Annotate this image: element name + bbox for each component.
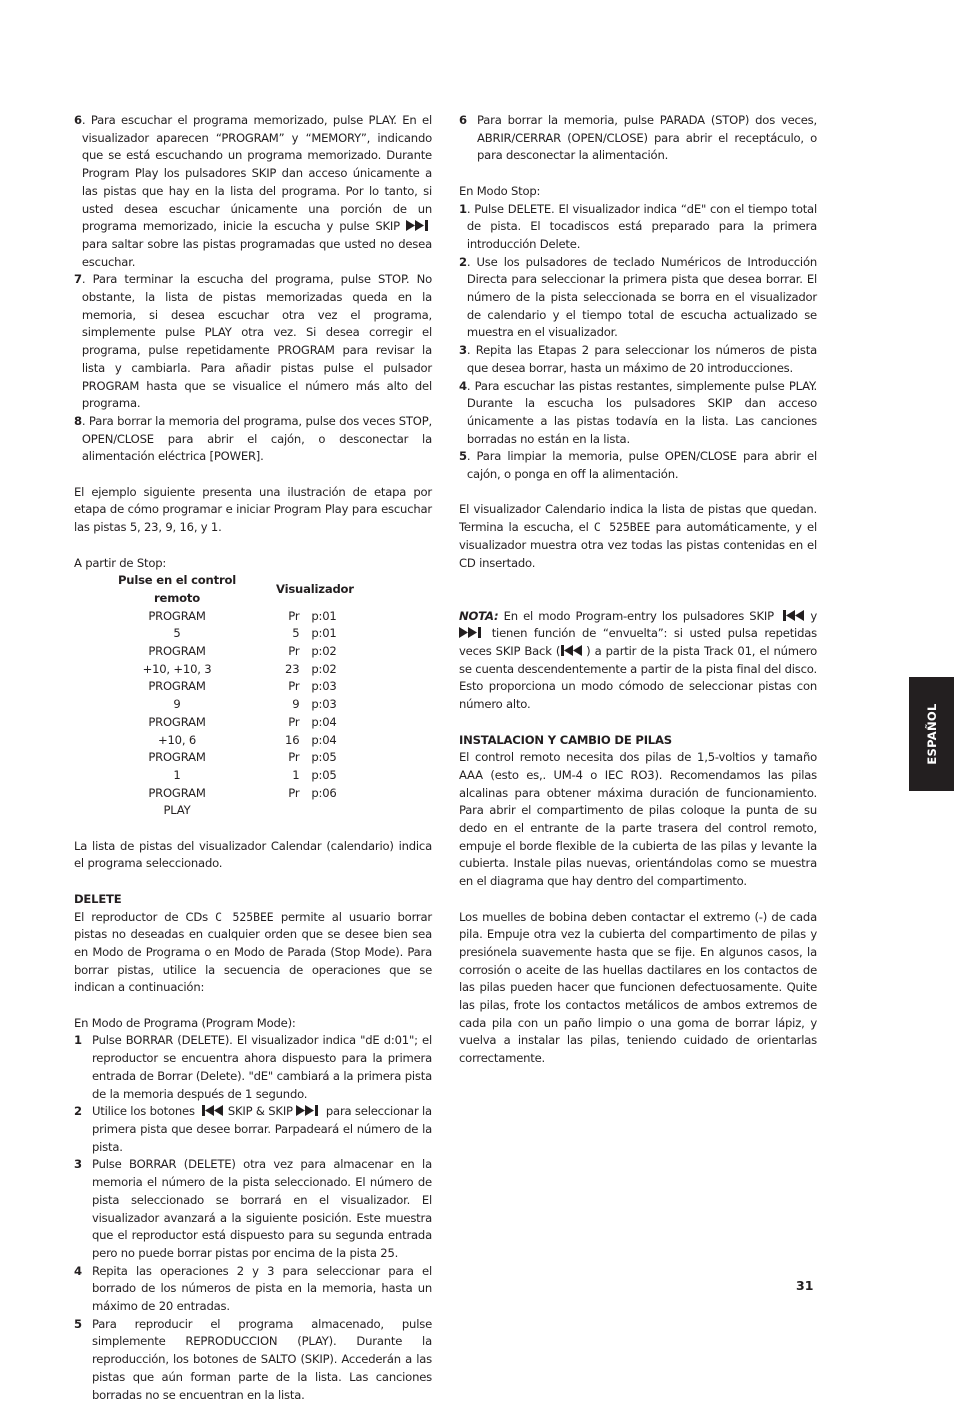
- item-number: 6: [74, 113, 82, 127]
- item-text: Pulse BORRAR (DELETE) otra vez para almacenar en la memoria el número de la pista seleccionado. El número de pista seleccionado se borrará en el visualizador. El visualizador avanzará a la siguiente posición. Este muestra que el reproductor está dispuesto para su segunda entrada pero no puede borrar pistas por encima de la pista 25.: [92, 1157, 432, 1260]
- item-number: 5: [74, 1316, 82, 1331]
- item-number: 2: [459, 254, 467, 269]
- right-column: [459, 112, 817, 1068]
- table-cell-key: 1: [173, 767, 181, 782]
- language-tab: [909, 677, 954, 791]
- left-column: [74, 112, 432, 1404]
- item-number: 5: [459, 449, 467, 464]
- table-cell-display-b: p:04: [311, 732, 337, 747]
- table-cell-display-a: 16: [285, 732, 300, 747]
- item-text: Para borrar la memoria, pulse PARADA (STOP) dos veces, ABRIR/CERRAR (OPEN/CLOSE) para abrir el receptáculo, o para desconectar la alimentación.: [477, 113, 817, 163]
- table-header: [102, 572, 354, 607]
- item-text: [92, 1103, 432, 1156]
- table-cell-display-a: Pr: [288, 644, 300, 659]
- skip-back-icon: [198, 1105, 224, 1116]
- table-cell-display-a: Pr: [288, 608, 300, 623]
- item-number: 8: [74, 413, 82, 428]
- item-number: 3: [459, 343, 467, 358]
- delete-intro-b: permite al usuario borrar pistas no deseadas en cualquier orden que se desee bien sea en Modo de Programa o en Modo de Parada (Stop Mode). Para borrar pistas, utilice la secuencia de operaciones que se indican a continuación:: [74, 909, 432, 995]
- table-cell-display-b: p:03: [311, 697, 337, 712]
- table-cell-display-a: Pr: [288, 785, 300, 800]
- table-row: [102, 767, 354, 785]
- table-row: [102, 714, 354, 732]
- calendar-note: La lista de pistas del visualizador Calendar (calendario) indica el programa seleccionado.: [74, 838, 432, 871]
- item-text: Para reproducir el programa almacenado, pulse simplemente REPRODUCCION (PLAY). Durante la reproducción, los botones de SALTO (SKIP). Accederán a las pistas que aún forman parte de la lista. Las canciones borradas no se encuentran en la lista.: [92, 1316, 432, 1402]
- table-cell-display-b: [311, 802, 353, 820]
- table-cell-display-b: p:01: [311, 626, 337, 641]
- item-text: Pulse BORRAR (DELETE). El visualizador indica "dE d:01"; el reproductor se encuentra ahora dispuesto para la primera entrada de Borrar (Delete). "dE" cambiará a la primera pista de la memoria después de 1 segundo.: [92, 1033, 432, 1101]
- item-text: [82, 112, 432, 271]
- table-cell-display-b: p:02: [311, 644, 337, 659]
- table-row: [102, 732, 354, 750]
- item-text: . Para escuchar las pistas restantes, simplemente pulse PLAY. Durante la escucha los pulsadores SKIP dan acceso únicamente a las pistas todavía en la lista. Las canciones borradas no están en la lista.: [466, 378, 817, 446]
- table-cell-key: PROGRAM: [148, 608, 206, 623]
- table-cell-display-a: Pr: [288, 714, 300, 729]
- table-cell-display-b: p:02: [311, 661, 337, 676]
- battery-heading: INSTALACION Y CAMBIO DE PILAS: [459, 732, 672, 747]
- nota-and: y: [810, 608, 817, 623]
- item-number: 1: [459, 201, 467, 216]
- list-item: [74, 1316, 432, 1404]
- list-item: [459, 448, 817, 483]
- item-number: 4: [459, 378, 467, 393]
- table-cell-key: 9: [173, 697, 181, 712]
- table-row: [102, 678, 354, 696]
- list-item: [459, 201, 817, 254]
- battery-paragraph-2: Los muelles de bobina deben contactar el extremo (-) de cada pila. Empuje otra vez la cubierta del compartimento de pilas y presiónela suavemente hasta que se fije. En algunos casos, la corrosión o aceite de las huellas dactilares en los contactos de las pilas pueden hacer que funcionen defectuosamente. Quite las pilas, frote los contactos metálicos de ambos extremos de cada pila con un paño limpio o una goma de borrar lápiz, y vuelva a instalar las pilas, teniendo cuidado de orientarlas correctamente.: [459, 909, 817, 1066]
- delete-heading: DELETE: [74, 891, 122, 906]
- item-text: . Pulse DELETE. El visualizador indica “dE" con el tiempo total de pista. El tocadiscos está preparado para la primera introducción Delete.: [466, 201, 817, 251]
- table-cell-key: PLAY: [163, 803, 191, 818]
- nota-label: NOTA:: [459, 608, 499, 623]
- table-cell-display-b: p:06: [311, 785, 337, 800]
- table-row: [102, 696, 354, 714]
- nota-text-c: ) a partir de la pista Track 01, el número se cuenta descendentemente a partir de la pista final del disco. Esto proporciona un modo cómodo de seleccionar pistas con número alto.: [459, 644, 817, 712]
- item-number: 7: [74, 272, 82, 287]
- table-cell-display-a: Pr: [288, 679, 300, 694]
- item-text-b: para seleccionar la primera pista que desee borrar. Parpadeará el número de la pista.: [92, 1104, 432, 1154]
- list-item: [74, 413, 432, 466]
- item-text-a: Utilice los botones: [92, 1104, 195, 1119]
- table-cell-key: 5: [173, 626, 181, 641]
- page-number: 31: [796, 1278, 814, 1293]
- list-item: [459, 342, 817, 377]
- table-cell-display-a: 9: [292, 697, 300, 712]
- list-item: [74, 1103, 432, 1156]
- table-row: [102, 802, 354, 820]
- skip-back-icon: [779, 610, 805, 621]
- delete-intro: [74, 909, 432, 998]
- skip-back-icon: [560, 645, 586, 656]
- item-text: . Para terminar la escucha del programa, pulse STOP. No obstante, la lista de pistas memorizadas queda en la memoria, si desea escuchar otra vez el programa, simplemente pulse PLAY otra vez. Si desea corregir el programa, pulse repetidamente PROGRAM para revisar la lista y cambiarla. Para añadir pistas pulse el pulsador PROGRAM hasta que se visualice el número más alto del programa.: [81, 272, 432, 411]
- table-cell-key: +10, +10, 3: [142, 661, 212, 676]
- program-mode-label: En Modo de Programa (Program Mode):: [74, 1015, 296, 1030]
- calendar-text-a: El visualizador Calendario indica la lista de pistas que quedan. Termina la escucha, el: [459, 502, 817, 535]
- nota-text-a: En el modo Program-entry los pulsadores SKIP: [503, 608, 774, 623]
- table-cell-display-a: 23: [285, 661, 300, 676]
- nota-text-b: tienen función de “envuelta”: si usted pulsa repetidas veces SKIP Back (: [459, 626, 817, 659]
- item-text-b: para saltar sobre las pistas programadas que usted no desea escuchar.: [81, 236, 432, 269]
- list-item: [459, 112, 817, 165]
- list-item: [459, 378, 817, 449]
- table-cell-key: +10, 6: [157, 732, 196, 747]
- header-display: Visualizador: [276, 582, 354, 597]
- from-stop-label: A partir de Stop:: [74, 555, 167, 570]
- list-item: [74, 1156, 432, 1262]
- program-example-table: [102, 572, 354, 820]
- battery-paragraph-1: El control remoto necesita dos pilas de 1,5-voltios y tamaño AAA (esto es,. UM-4 o IEC RO3). Recomendamos las pilas alcalinas para obtener máxima duración de funcionamiento. Para abrir el compartimento de pilas coloque la punta de su dedo en el entrante de la parte trasera del control remoto, empuje el borde flexible de la cubierta de las pilas y levante la cubierta. Instale pilas nuevas, orientándolas como se muestra en el diagrama que hay dentro del compartimento.: [459, 750, 817, 889]
- table-cell-display-a: 1: [292, 767, 300, 782]
- calendar-paragraph: [459, 501, 817, 572]
- table-row: [102, 785, 354, 803]
- item-number: 4: [74, 1263, 82, 1278]
- item-text-mid: SKIP & SKIP: [227, 1104, 293, 1119]
- table-cell-display-b: p:04: [311, 714, 337, 729]
- table-cell-display-b: p:05: [311, 767, 337, 782]
- list-item: [74, 1263, 432, 1316]
- language-tab-label: ESPAÑOL: [924, 703, 939, 765]
- example-intro: El ejemplo siguiente presenta una ilustración de etapa por etapa de cómo programar e iniciar Program Play para escuchar las pistas 5, 23, 9, 16, y 1.: [74, 484, 432, 535]
- table-row: [102, 661, 354, 679]
- table-cell-display-b: p:05: [311, 750, 337, 765]
- table-row: [102, 625, 354, 643]
- table-cell-display-a: Pr: [288, 750, 300, 765]
- item-number: 6: [459, 113, 467, 127]
- item-text-a: . Para escuchar el programa memorizado, pulse PLAY. En el visualizador aparecen “PROGRAM” y “MEMORY”, indicando que se está escuchando un programa memorizado. Durante Program Play los pulsadores SKIP dan acceso únicamente a las pistas que hay en la lista del programa. Por lo tanto, si usted desea escuchar únicamente una porción de un programa memorizado, inicie la escucha y pulse SKIP: [81, 113, 432, 234]
- model-name: C 525BEE: [215, 909, 274, 924]
- item-text: . Use los pulsadores de teclado Numéricos de Introducción Directa para seleccionar la primera pista que desea borrar. El número de la pista seleccionada se borra en el visualizador de calendario y el tiempo total de escucha actualizado se muestra en el visualizador.: [466, 254, 817, 340]
- table-row: [102, 749, 354, 767]
- table-cell-display-b: p:03: [311, 679, 337, 694]
- item-text: . Para borrar la memoria del programa, pulse dos veces STOP, OPEN/CLOSE para abrir el cajón, o desconectar la alimentación eléctrica [POWER].: [81, 413, 432, 464]
- table-row: [102, 608, 354, 626]
- table-cell-display-a: [252, 802, 311, 820]
- header-key: Pulse en el control remoto: [117, 573, 237, 605]
- calendar-text-b: para automáticamente, y el visualizador muestra otra vez todas las pistas contenidas en el CD insertado.: [459, 520, 817, 570]
- item-text: . Para limpiar la memoria, pulse OPEN/CLOSE para abrir el cajón, o ponga en off la alimentación.: [466, 449, 817, 482]
- item-text: Repita las operaciones 2 y 3 para seleccionar para el borrado de los números de pista en la memoria, hasta un máximo de 20 entradas.: [92, 1263, 432, 1314]
- table-cell-key: PROGRAM: [148, 714, 206, 729]
- item-number: 2: [74, 1104, 82, 1119]
- table-cell-display-a: 5: [292, 626, 300, 641]
- item-number: 3: [74, 1157, 82, 1172]
- nota-paragraph: [459, 608, 817, 714]
- list-item: [459, 254, 817, 343]
- table-row: [102, 643, 354, 661]
- table-cell-key: PROGRAM: [148, 750, 206, 765]
- skip-forward-icon: [406, 220, 432, 231]
- table-cell-key: PROGRAM: [148, 644, 206, 659]
- stop-mode-label: En Modo Stop:: [459, 183, 541, 198]
- skip-forward-icon: [296, 1105, 322, 1116]
- list-item: [74, 1032, 432, 1103]
- model-name: C 525BEE: [593, 520, 651, 535]
- table-cell-key: PROGRAM: [148, 785, 206, 800]
- table-cell-display-b: p:01: [311, 608, 337, 623]
- item-text: . Repita las Etapas 2 para seleccionar los números de pista que desea borrar, hasta un máximo de 20 introducciones.: [466, 343, 817, 375]
- skip-forward-icon: [459, 627, 485, 638]
- table-cell-key: PROGRAM: [148, 679, 206, 694]
- delete-intro-a: El reproductor de CDs: [74, 909, 209, 924]
- list-item: [74, 112, 432, 271]
- item-number: 1: [74, 1033, 82, 1048]
- list-item: [74, 271, 432, 413]
